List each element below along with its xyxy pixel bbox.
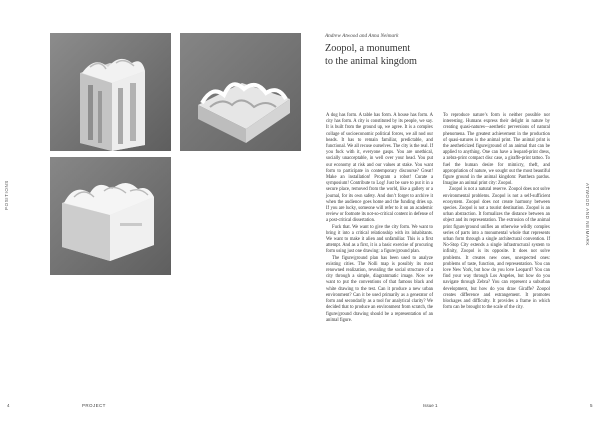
right-page-number: 5: [590, 403, 593, 408]
body-paragraph: Zoopol is not a natural reserve. Zoopol does not solve environmental problems. Zoopol is not a self-sufficient ecosystem. Zoopol does not create harmony between species. Zoopol is not a tourist destination. Zoopol is an urban abstraction. It formalizes the distance between an object and its representation. The extrusion of the animal print figure/ground unifies an otherwise wildly complex series of parts into a monumental whole that represents urban form through a single architectural convention. If No-Stop City extends a single infrastructural system to infinity, Zoopol is its opposite. It does not solve problems. It creates new ones, unexpected ones: problems of taste, function, and representation. You can love New York, but how do you love Leopard? You can find your way through Los Angeles, but how do you navigate through Zebra? You can represent a suburban development, but how do you draw Giraffe? Zoopol creates difference and estrangement. It promotes blockages and difficulty. It provides a frame in which form can be brought to the scale of the city.: [443, 187, 550, 311]
body-paragraph: Fuck that. We want to give the city form. We want to bring it into a critical relationship with its inhabitants. We want to make it alien and unfamiliar. This is a first attempt. And as a first, it is a basic exercise of procuring form using just one drawing: a figure/ground plan.: [326, 224, 433, 255]
left-side-section-label: POSITIONS: [4, 180, 9, 210]
model-photo-top-left: [50, 33, 171, 151]
article-title-line-1: Zoopol, a monument: [325, 43, 411, 54]
article-byline: Andrew Atwood and Anna Neimark: [325, 33, 399, 39]
body-column-2: [443, 113, 550, 312]
body-paragraph: To reproduce nature’s form is neither possible nor interesting. Humans express their delight in nature by creating quasi-natures—aesthetic perversions of natural phenomena. The greatest achievement in the production of quasi-natures is the animal print. The animal print is the aestheticized figure/ground of an animal that can be applied to anything. One can have a leopard-print dress, a zebra-print compact disc case, a giraffe-print tattoo. To fuel the human desire for mimicry, theft, and appropriation of nature, we sought out the most beautiful figure ground in the animal kingdom: Panthera pardus. Imagine an animal print city: Zoopol.: [443, 113, 550, 187]
model-photo-top-left-image: [50, 33, 171, 151]
body-paragraph: A dog has form. A table has form. A house has form. A city has form. A city is constituted by its people, we say. It is built from the ground up, we agree. It is a complex collage of socioeconomic political forces, we all nod our heads. It has to remain familiar, predictable, and functional. We all recuse ourselves. The city is the real. If you fuck with it, everyone gasps. You are unethical, socially unacceptable, in well over your head. You put our economy at risk and our values at stake. You want form to participate in contemporary discourse? Great! Make an installation! Program a robot! Curate a symposium! Contribute to Log! Just be sure to put it in a secure place, removed from the world, like a gallery or a journal, for its own safety. And don’t forget to archive it when the audience goes home and the funding dries up. If you are lucky, someone will refer to it on an academic review or footnote its not-so-critical content in defense of a post-critical dissertation.: [326, 113, 433, 224]
model-photo-bottom-left: [50, 157, 171, 275]
magazine-name-footer: PROJECT: [82, 403, 106, 408]
article-title: [325, 42, 465, 68]
issue-footer: Issue 1: [423, 403, 438, 408]
body-column-1: [326, 113, 433, 324]
model-photo-top-right-image: [180, 33, 301, 151]
left-page-number: 4: [7, 403, 10, 408]
body-paragraph: The figure/ground plan has been used to analyze existing cities. The Nolli map is possibly its most renowned realization, revealing the social structure of a city through a simple, diagrammatic image. Now we want to put the conventions of that famous black and white drawing to the test. Can it produce a new urban environment? Can it be used primarily as a generator of form and secondarily as a tool for analytical clarity? We decided that to produce an environment from scratch, the figure/ground drawing should be a representation of an animal figure.: [326, 255, 433, 323]
right-side-author-label: ATWOOD AND NEIMARK: [585, 183, 590, 246]
model-photo-bottom-left-image: [50, 157, 171, 275]
model-photo-top-right: [180, 33, 301, 151]
article-title-line-2: to the animal kingdom: [325, 56, 417, 67]
